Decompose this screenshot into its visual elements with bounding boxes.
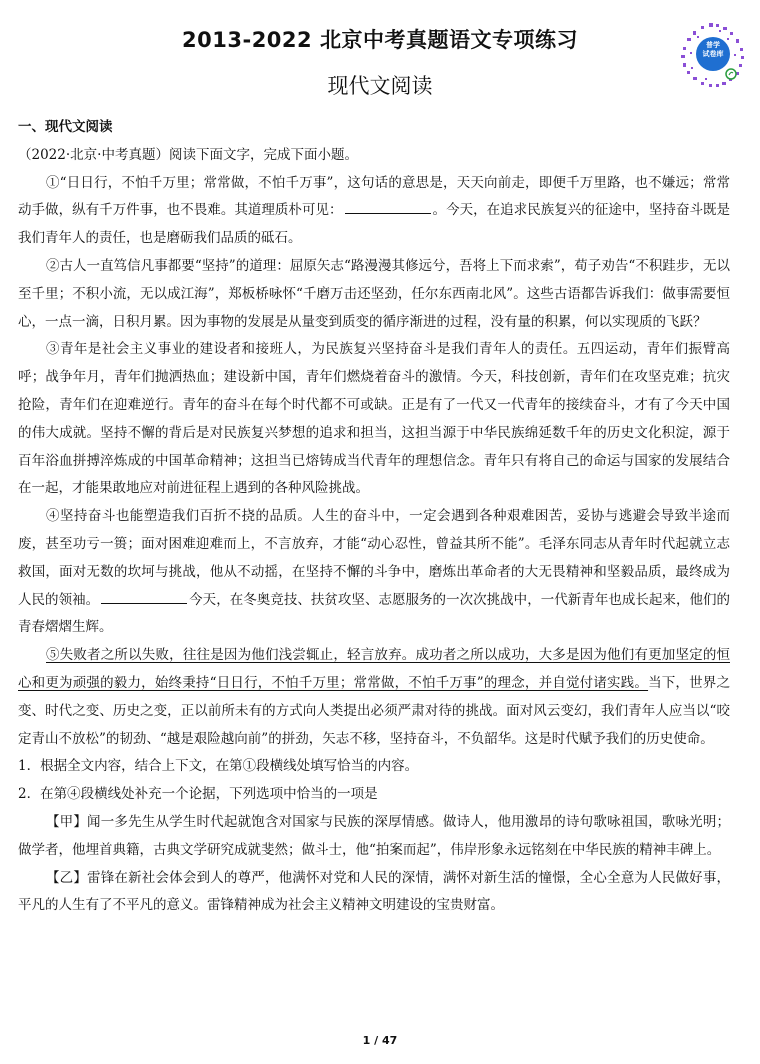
paragraph-2: ②古人一直笃信凡事都要“坚持”的道理：屈原矢志“路漫漫其修远兮，吾将上下而求索”，荀子劝告“不积跬步，无以至千里；不积小流，无以成江海”，郑板桥咏怀“千磨万击还坚劲，任尔东西南北风”。这些古语都告诉我们：做事需要恒心，一点一滴，日积月累。因为事物的发展是从量变到质变的循序渐进的过程，没有量的积累，何以实现质的飞跃？ — [18, 257, 730, 330]
document-title: 2013-2022 北京中考真题语文专项练习 — [182, 28, 578, 52]
question-2: 2．在第④段横线处补充一个论据，下列选项中恰当的一项是 — [18, 786, 378, 803]
paragraph-5 — [18, 642, 730, 753]
fill-in-blank-4 — [101, 589, 187, 604]
option-a: 【甲】闻一多先生从学生时代起就饱含对国家与民族的深厚情感。做诗人，他用激昂的诗句歌咏祖国，歌咏光明；做学者，他埋首典籍，古典文学研究成就斐然；做斗士，他“拍案而起”，伟岸形象永远铭刻在中华民族的精神丰碑上。 — [18, 813, 730, 858]
paragraph-1-part-b: 。今天，在追求民族复兴的征途中，坚持奋斗既是我们青年人的责任，也是磨砺我们品质的砥石。 — [18, 202, 731, 247]
paragraph-5-underlined: ⑤失败者之所以失败，往往是因为他们浅尝辄止，轻言放弃。成功者之所以成功，大多是因为他们有更加坚定的恒心和更为顽强的毅力，始终秉持“日日行，不怕千万里；常常做，不怕千万事”的理念，并自觉付诸实践。 — [18, 647, 730, 691]
option-b: 【乙】雷锋在新社会体会到人的尊严，他满怀对党和人民的深情，满怀对新生活的憧憬，全心全意为人民做好事，平凡的人生有了不平凡的意义。雷锋精神成为社会主义精神文明建设的宝贵财富。 — [18, 869, 730, 914]
question-1: 1．根据全文内容，结合上下文，在第①段横线处填写恰当的内容。 — [18, 758, 419, 775]
paragraph-3: ③青年是社会主义事业的建设者和接班人，为民族复兴坚持奋斗是我们青年人的责任。五四运动，青年们振臂高呼；战争年月，青年们抛洒热血；建设新中国，青年们燃烧着奋斗的激情。今天，科技创新，青年们在攻坚克难；抗灾抢险，青年们在迎难逆行。青年的奋斗在每个时代都不可或缺。正是有了一代又一代青年的接续奋斗，才有了今天中国的伟大成就。坚持不懈的背后是对民族复兴梦想的追求和担当，这担当源于中华民族绵延数千年的历史文化积淀，源于百年浴血拼搏淬炼成的中国革命精神；这担当已熔铸成当代青年的理想信念。青年只有将自己的命运与国家的发展结合在一起，才能果敢地应对前进征程上遇到的各种风险挑战。 — [18, 341, 730, 497]
main-content — [18, 114, 730, 920]
paragraph-5-rest: 当下，世界之变、时代之变、历史之变，正以前所未有的方式向人类提出必须严肃对待的挑战。面对风云变幻，我们青年人应当以“咬定青山不放松”的韧劲、“越是艰险越向前”的拼劲，矢志不移，坚持奋斗，不负韶华。这是时代赋予我们的历史使命。 — [18, 674, 730, 747]
paragraph-1 — [18, 170, 730, 253]
paragraph-4 — [18, 503, 730, 642]
section-heading: 一、现代文阅读 — [18, 119, 113, 135]
qr-badge-line2: 试卷库 — [702, 50, 724, 58]
qr-badge-text — [696, 41, 730, 59]
paragraph-4-part-b: 今天，在冬奥竞技、扶贫攻坚、志愿服务的一次次挑战中，一代新青年也成长起来，他们的青春熠熠生辉。 — [18, 591, 731, 636]
source-line: （2022·北京·中考真题）阅读下面文字，完成下面小题。 — [18, 146, 358, 163]
paragraph-1-part-a: ①“日日行，不怕千万里；常常做，不怕千万事”，这句话的意思是，天天向前走，即便千万里路，也不嫌远；常常动手做，纵有千万件事，也不畏难。其道理质朴可见： — [18, 174, 730, 219]
document-subtitle: 现代文阅读 — [327, 74, 433, 98]
qr-badge-line1: 普学 — [706, 41, 720, 49]
fill-in-blank-1 — [345, 199, 431, 214]
paragraph-4-part-a: ④坚持奋斗也能塑造我们百折不挠的品质。人生的奋斗中，一定会遇到各种艰难困苦，妥协与逃避会导致半途而废，甚至功亏一篑；面对困难迎难而上，不言放弃，才能“动心忍性，曾益其所不能”。毛泽东同志从青年时代起就立志救国，面对无数的坎坷与挑战，他从不动摇，在坚持不懈的斗争中，磨炼出革命者的大无畏精神和坚毅品质，最终成为人民的领袖。 — [18, 508, 730, 608]
page-number: 1 / 47 — [362, 1034, 398, 1047]
